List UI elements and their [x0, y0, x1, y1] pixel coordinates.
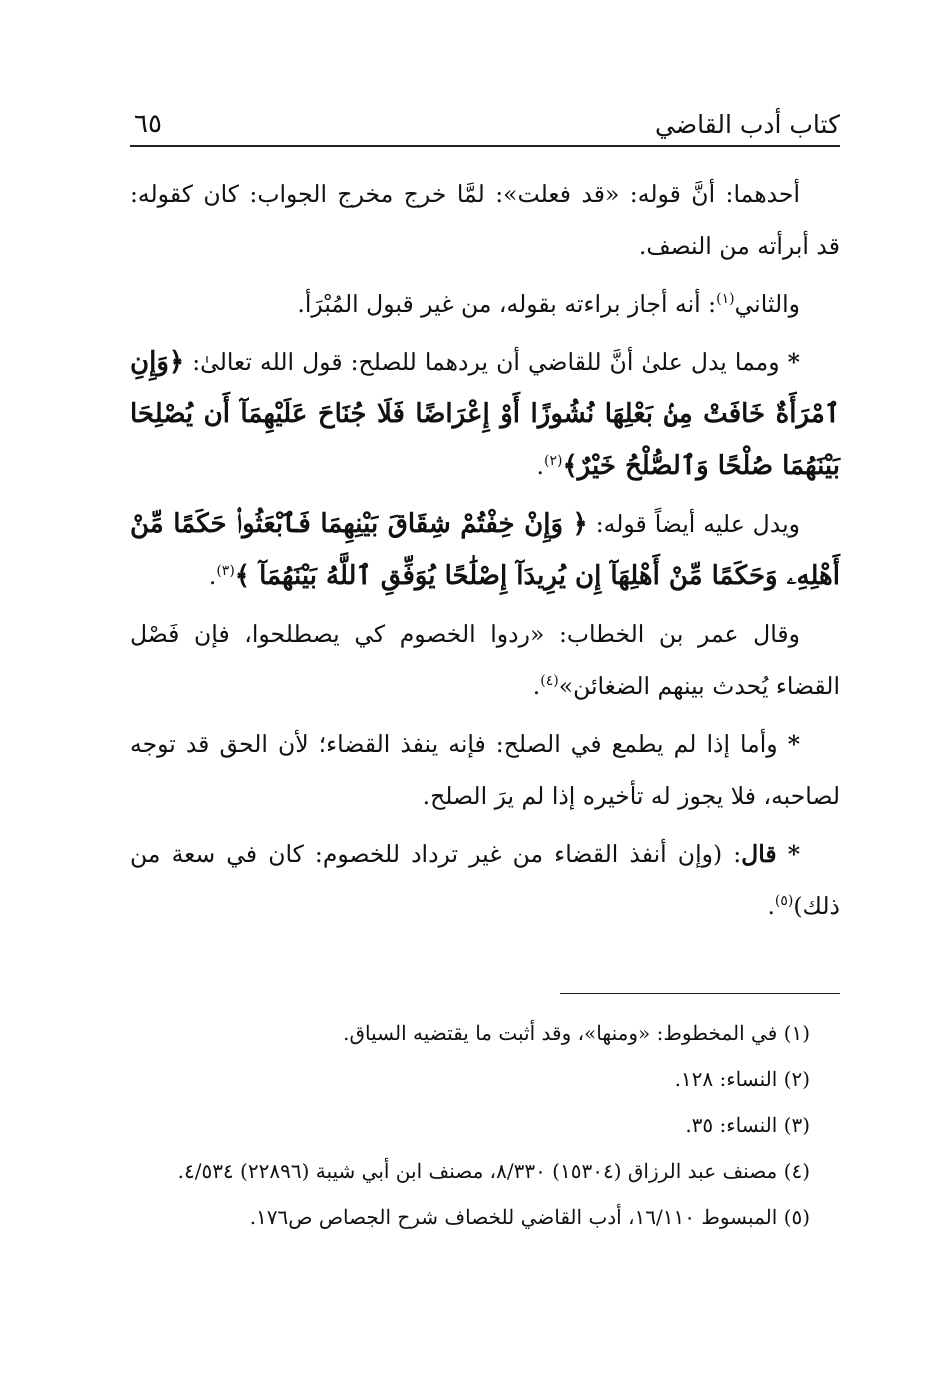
- book-title: كتاب أدب القاضي: [655, 110, 840, 139]
- footnote-2: (٢) النساء: ١٢٨.: [674, 1067, 810, 1091]
- quran-verse-1: ﴿وَإِنِ ٱمْرَأَةٌ خَافَتْ مِنۢ بَعْلِهَا نُشُوزًا أَوْ إِعْرَاضًا فَلَا جُنَاحَ عَلَيْهِمَآ أَن يُصْلِحَا بَيْنَهُمَا صُلْحًا وَٱلصُّلْحُ خَيْرٌ﴾: [130, 347, 840, 481]
- footnote-ref-2: (٢): [543, 453, 563, 470]
- paragraph-5-text: وقال عمر بن الخطاب: «ردوا الخصوم كي يصطلحوا، فإن فَصْل القضاء يُحدث بينهم الضغائن»: [130, 620, 840, 700]
- footnote-ref-1: (١): [716, 291, 735, 308]
- paragraph-4-text: ويدل عليه أيضاً قوله:: [595, 510, 800, 538]
- paragraph-7-text: : (وإن أنفذ القضاء من غير ترداد للخصوم: كان في سعة من ذلك): [130, 840, 840, 920]
- paragraph-1: أحدهما: أنَّ قوله: «قد فعلت»: لمَّا خرج مخرج الجواب: كان كقوله: قد أبرأته من النصف.: [130, 180, 840, 260]
- footnote-1: (١) في المخطوط: «ومنها»، وقد أثبت ما يقتضيه السياق.: [343, 1021, 810, 1045]
- section-star-marker: *: [787, 840, 800, 868]
- footnote-ref-3: (٣): [216, 563, 235, 580]
- paragraph-7: * قال: (وإن أنفذ القضاء من غير ترداد للخصوم: كان في سعة من ذلك)$^{(٥)}$.: [130, 840, 840, 920]
- paragraph-3-text: ومما يدل علىٰ أنَّ للقاضي أن يردهما للصلح: قول الله تعالىٰ:: [192, 348, 780, 376]
- paragraph-2-lead: والثاني: [734, 290, 800, 318]
- paragraph-4: ويدل عليه أيضاً قوله: ﴿ وَإِنْ خِفْتُمْ شِقَاقَ بَيْنِهِمَا فَٱبْعَثُوا۟ حَكَمًا مِّنْ أَهْلِهِۦ وَحَكَمًا مِّنْ أَهْلِهَآ إِن يُرِيدَآ إِصْلَٰحًا يُوَفِّقِ ٱللَّهُ بَيْنَهُمَآ ﴾$^{(٣)}$.: [130, 509, 840, 591]
- paragraph-6-text: وأما إذا لم يطمع في الصلح: فإنه ينفذ القضاء؛ لأن الحق قد توجه لصاحبه، فلا يجوز له تأخيره إذا لم يرَ الصلح.: [130, 730, 840, 810]
- paragraph-6: [130, 718, 840, 822]
- section-star-marker: *: [787, 348, 800, 376]
- footnote-ref-4: (٤): [540, 673, 559, 690]
- footnote-3: (٣) النساء: ٣٥.: [685, 1113, 810, 1137]
- footnote-5: (٥) المبسوط ١٦/١١٠، أدب القاضي للخصاف شرح الجصاص ص١٧٦.: [249, 1205, 810, 1229]
- paragraph-3: * ومما يدل علىٰ أنَّ للقاضي أن يردهما للصلح: قول الله تعالىٰ: ﴿وَإِنِ ٱمْرَأَةٌ خَافَتْ مِنۢ بَعْلِهَا نُشُوزًا أَوْ إِعْرَاضًا فَلَا جُنَاحَ عَلَيْهِمَآ أَن يُصْلِحَا بَيْنَهُمَا صُلْحًا وَٱلصُّلْحُ خَيْرٌ﴾$^{(٢)}$.: [130, 347, 840, 481]
- paragraph-2: [130, 278, 840, 330]
- footnote-ref-5: (٥): [774, 893, 794, 910]
- page-number: ٦٥: [134, 109, 162, 139]
- page-header: [130, 95, 840, 147]
- section-star-marker: *: [787, 730, 800, 758]
- footnotes: [130, 1010, 810, 1240]
- quran-verse-2: ﴿ وَإِنْ خِفْتُمْ شِقَاقَ بَيْنِهِمَا فَٱبْعَثُوا۟ حَكَمًا مِّنْ أَهْلِهِۦ وَحَكَمًا مِّنْ أَهْلِهَآ إِن يُرِيدَآ إِصْلَٰحًا يُوَفِّقِ ٱللَّهُ بَيْنَهُمَآ ﴾: [130, 509, 840, 591]
- footnote-separator: [560, 993, 840, 994]
- qala-label: قال: [741, 840, 777, 868]
- main-text: [130, 168, 840, 938]
- footnote-4: (٤) مصنف عبد الرزاق (١٥٣٠٤) ٨/٣٣٠، مصنف ابن أبي شيبة (٢٢٨٩٦) ٤/٥٣٤.: [177, 1159, 810, 1183]
- paragraph-5: وقال عمر بن الخطاب: «ردوا الخصوم كي يصطلحوا، فإن فَصْل القضاء يُحدث بينهم الضغائن»$^{(٤)}$.: [130, 620, 840, 700]
- paragraph-2-text: : أنه أجاز براءته بقوله، من غير قبول المُبْرَأ.: [297, 290, 717, 318]
